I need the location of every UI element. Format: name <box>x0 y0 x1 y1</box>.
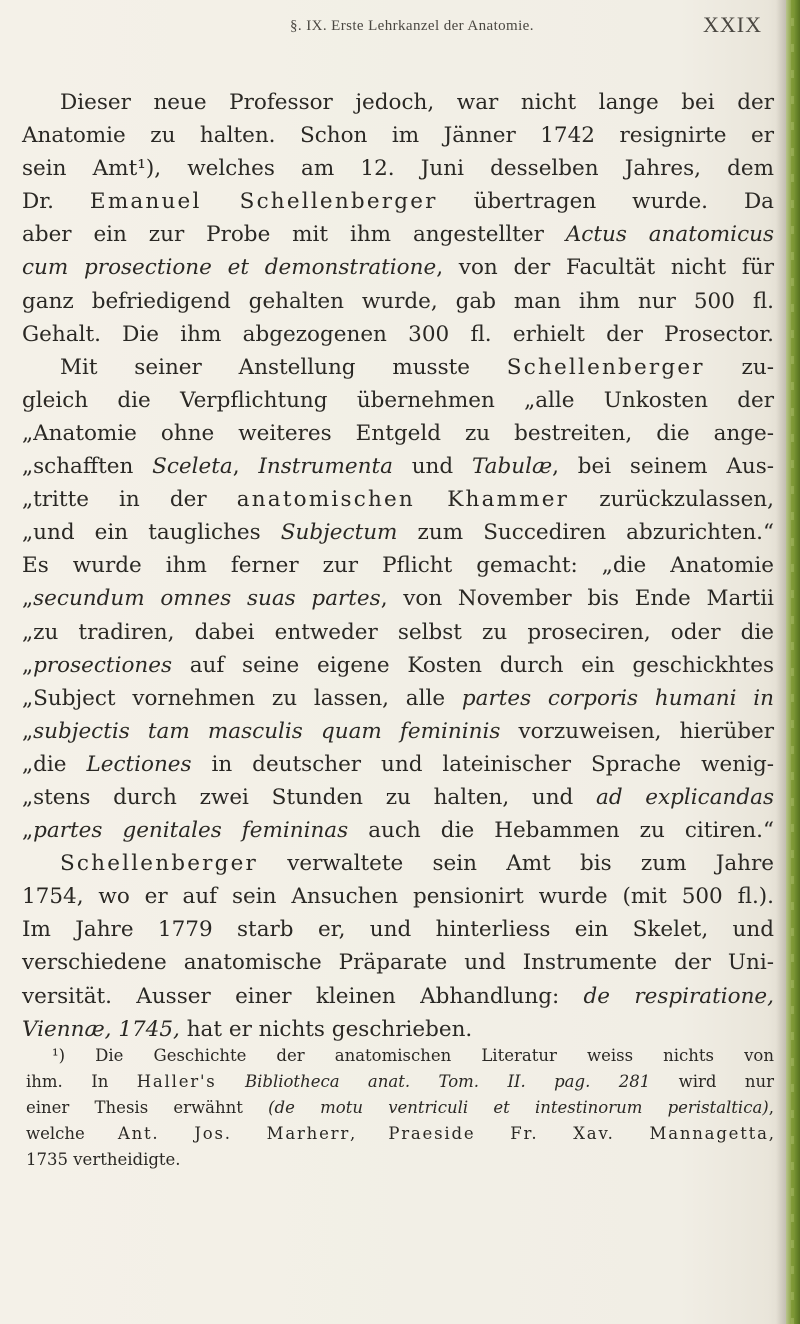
footnote-line: welche Ant. Jos. Marherr, Praeside Fr. Xav. Mannagetta, <box>26 1124 774 1143</box>
latin-term: Actus anatomicus <box>565 222 774 248</box>
person-name: Ant. Jos. Marherr <box>117 1124 351 1143</box>
text-line: versität. Ausser einer kleinen Abhandlung: de respiratione, <box>22 983 774 1009</box>
text-line: „tritte in der anatomischen Khammer zurückzulassen, <box>22 487 774 513</box>
page-gutter-shadow <box>776 0 786 1324</box>
text-line: „partes genitales femininas auch die Hebammen zu citiren.“ <box>22 818 774 844</box>
text-line: „schafften Sceleta, Instrumenta und Tabulæ, bei seinem Aus- <box>22 454 774 480</box>
person-name: Haller's <box>136 1072 217 1091</box>
person-name: Schellenberger <box>60 851 258 877</box>
main-text-block <box>22 86 774 1046</box>
spine-pattern <box>791 0 794 1324</box>
latin-term: Subjectum <box>280 520 398 546</box>
page-number: XXIX <box>703 12 762 37</box>
person-name: Schellenberger <box>506 354 705 380</box>
latin-term: secundum omnes suas partes <box>33 586 381 612</box>
running-header-title: §. IX. Erste Lehrkanzel der Anatomie. <box>290 18 534 34</box>
latin-term: Viennæ, 1745, <box>22 1016 180 1042</box>
latin-term: Tabulæ <box>471 454 553 480</box>
text-line: Es wurde ihm ferner zur Pflicht gemacht: „die Anatomie <box>22 553 774 579</box>
text-line: Viennæ, 1745, hat er nichts geschrieben. <box>22 1016 473 1042</box>
text-line: Im Jahre 1779 starb er, und hinterliess ein Skelet, und <box>22 917 774 943</box>
latin-term: subjectis tam masculis quam femininis <box>33 718 501 744</box>
footnote-line: ihm. In Haller's Bibliotheca anat. Tom. II. pag. 281 wird nur <box>26 1072 774 1091</box>
footnote-line: ¹) Die Geschichte der anatomischen Literatur weiss nichts von <box>52 1046 774 1065</box>
text-line: Mit seiner Anstellung musste Schellenberger zu- <box>60 354 774 380</box>
text-line: cum prosectione et demonstratione, von der Facultät nicht für <box>22 255 775 281</box>
emphasized-term: anatomischen Khammer <box>236 487 570 513</box>
person-name: Praeside Fr. Xav. Mannagetta <box>388 1124 769 1143</box>
text-line: „Anatomie ohne weiteres Entgeld zu bestreiten, die ange- <box>22 420 774 446</box>
latin-term: prosectiones <box>33 652 172 678</box>
text-line: „secundum omnes suas partes, von November bis Ende Martii <box>22 586 774 612</box>
text-line: „zu tradiren, dabei entweder selbst zu proseciren, oder die <box>22 619 774 645</box>
person-name: Emanuel Schellenberger <box>89 189 438 215</box>
text-line: Gehalt. Die ihm abgezogenen 300 fl. erhielt der Prosector. <box>22 321 774 347</box>
latin-term: de respiratione, <box>583 983 774 1009</box>
text-line: Anatomie zu halten. Schon im Jänner 1742 resignirte er <box>22 123 774 149</box>
text-line: „prosectiones auf seine eigene Kosten durch ein geschickhtes <box>22 652 774 678</box>
text-line: 1754, wo er auf sein Ansuchen pensionirt wurde (mit 500 fl.). <box>22 884 774 910</box>
text-line: „die Lectiones in deutscher und lateinischer Sprache wenig- <box>22 751 774 777</box>
footnote-line: einer Thesis erwähnt (de motu ventriculi et intestinorum peristaltica), <box>26 1098 774 1117</box>
footnote-block <box>26 1043 774 1173</box>
text-line: Dieser neue Professor jedoch, war nicht lange bei der <box>60 90 774 115</box>
text-line: Schellenberger verwaltete sein Amt bis zum Jahre <box>60 851 774 877</box>
latin-term: (de motu ventriculi et intestinorum peristaltica) <box>268 1098 769 1117</box>
text-line: „und ein taugliches Subjectum zum Succediren abzurichten.“ <box>22 520 774 546</box>
latin-term: cum prosectione et demonstratione <box>22 255 437 281</box>
text-line: verschiedene anatomische Präparate und Instrumente der Uni- <box>22 950 774 976</box>
text-line: Dr. Emanuel Schellenberger übertragen wurde. Da <box>22 189 774 215</box>
running-header <box>290 12 770 42</box>
footnote-line: 1735 vertheidigte. <box>26 1150 181 1169</box>
text-line: sein Amt¹), welches am 12. Juni desselben Jahres, dem <box>22 156 774 182</box>
latin-term: partes genitales femininas <box>33 818 349 844</box>
latin-term: ad explicandas <box>596 784 774 810</box>
text-line: „stens durch zwei Stunden zu halten, und ad explicandas <box>22 784 774 810</box>
text-line: „subjectis tam masculis quam femininis vorzuweisen, hierüber <box>22 718 774 744</box>
text-line: ganz befriedigend gehalten wurde, gab man ihm nur 500 fl. <box>22 288 774 314</box>
text-line: aber ein zur Probe mit ihm angestellter Actus anatomicus <box>22 222 774 248</box>
latin-term: partes corporis humani in <box>461 685 774 711</box>
text-line: gleich die Verpflichtung übernehmen „alle Unkosten der <box>22 387 774 413</box>
text-line: „Subject vornehmen zu lassen, alle partes corporis humani in <box>22 685 774 711</box>
latin-term: Instrumenta <box>258 454 393 480</box>
latin-term: Lectiones <box>86 751 192 777</box>
citation: Bibliotheca anat. Tom. II. pag. 281 <box>244 1072 651 1091</box>
latin-term: Sceleta <box>152 454 233 480</box>
